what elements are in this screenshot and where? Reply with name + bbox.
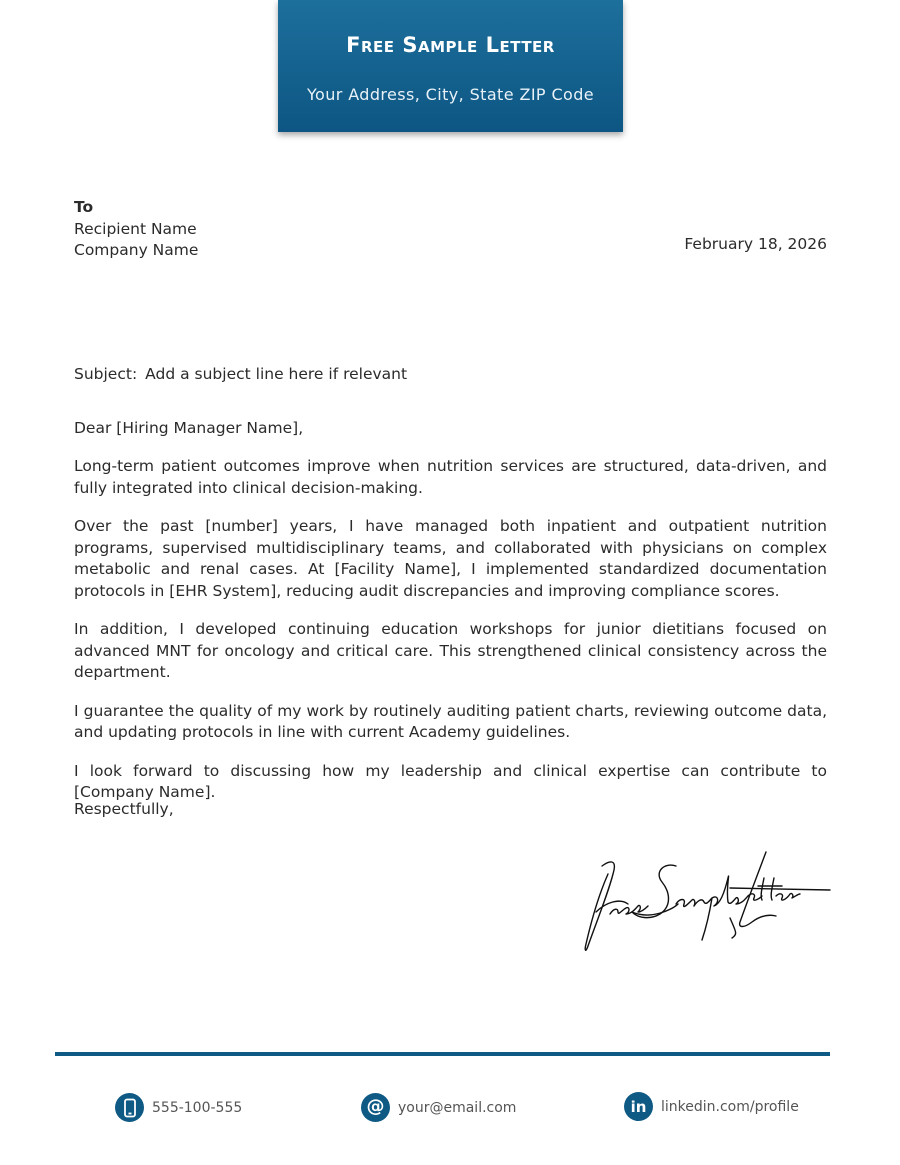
letter-title: Free Sample Letter — [346, 33, 555, 57]
body-paragraph: Over the past [number] years, I have managed both inpatient and outpatient nutrition programs, supervised multidisciplinary teams, and collaborated with physicians on complex metabolic and renal cases. At [Facility Name], I implemented standardized documentation protocols in [EHR System], reducing audit discrepancies and improving compliance scores. — [74, 517, 827, 600]
linkedin-url[interactable]: linkedin.com/profile — [661, 1098, 799, 1115]
body-paragraph: Long-term patient outcomes improve when nutrition services are structured, data-driven, and fully integrated into clinical decision-making. — [74, 457, 827, 497]
recipient-company: Company Name — [74, 241, 199, 259]
closing: Respectfully, — [74, 800, 174, 818]
sender-address: Your Address, City, State ZIP Code — [306, 85, 595, 104]
footer-phone — [115, 1093, 242, 1122]
recipient-block — [74, 197, 198, 262]
letterhead-banner — [278, 0, 623, 132]
to-label: To — [74, 198, 94, 216]
body-paragraph: I look forward to discussing how my leadership and clinical expertise can contribute to [Company Name]. — [74, 761, 827, 801]
handwritten-signature — [580, 848, 832, 956]
email-address[interactable]: your@email.com — [398, 1099, 517, 1116]
subject-line — [74, 365, 407, 383]
letter-date: February 18, 2026 — [684, 235, 827, 253]
phone-icon — [115, 1093, 144, 1122]
subject-text: Add a subject line here if relevant — [145, 365, 408, 383]
phone-number: 555-100-555 — [152, 1099, 243, 1116]
footer-divider — [55, 1052, 830, 1056]
letter-body — [74, 456, 827, 821]
body-paragraph: In addition, I developed continuing education workshops for junior dietitians focused on advanced MNT for oncology and critical care. This strengthened clinical consistency across the department. — [74, 620, 827, 681]
at-sign-icon: @ — [361, 1093, 390, 1122]
body-paragraph: I guarantee the quality of my work by routinely auditing patient charts, reviewing outcome data, and updating protocols in line with current Academy guidelines. — [74, 701, 827, 741]
linkedin-icon: in — [624, 1092, 653, 1121]
salutation: Dear [Hiring Manager Name], — [74, 419, 304, 437]
subject-label: Subject: — [74, 365, 138, 383]
recipient-name: Recipient Name — [74, 219, 197, 238]
footer-linkedin — [624, 1092, 799, 1121]
footer-email — [361, 1093, 516, 1122]
